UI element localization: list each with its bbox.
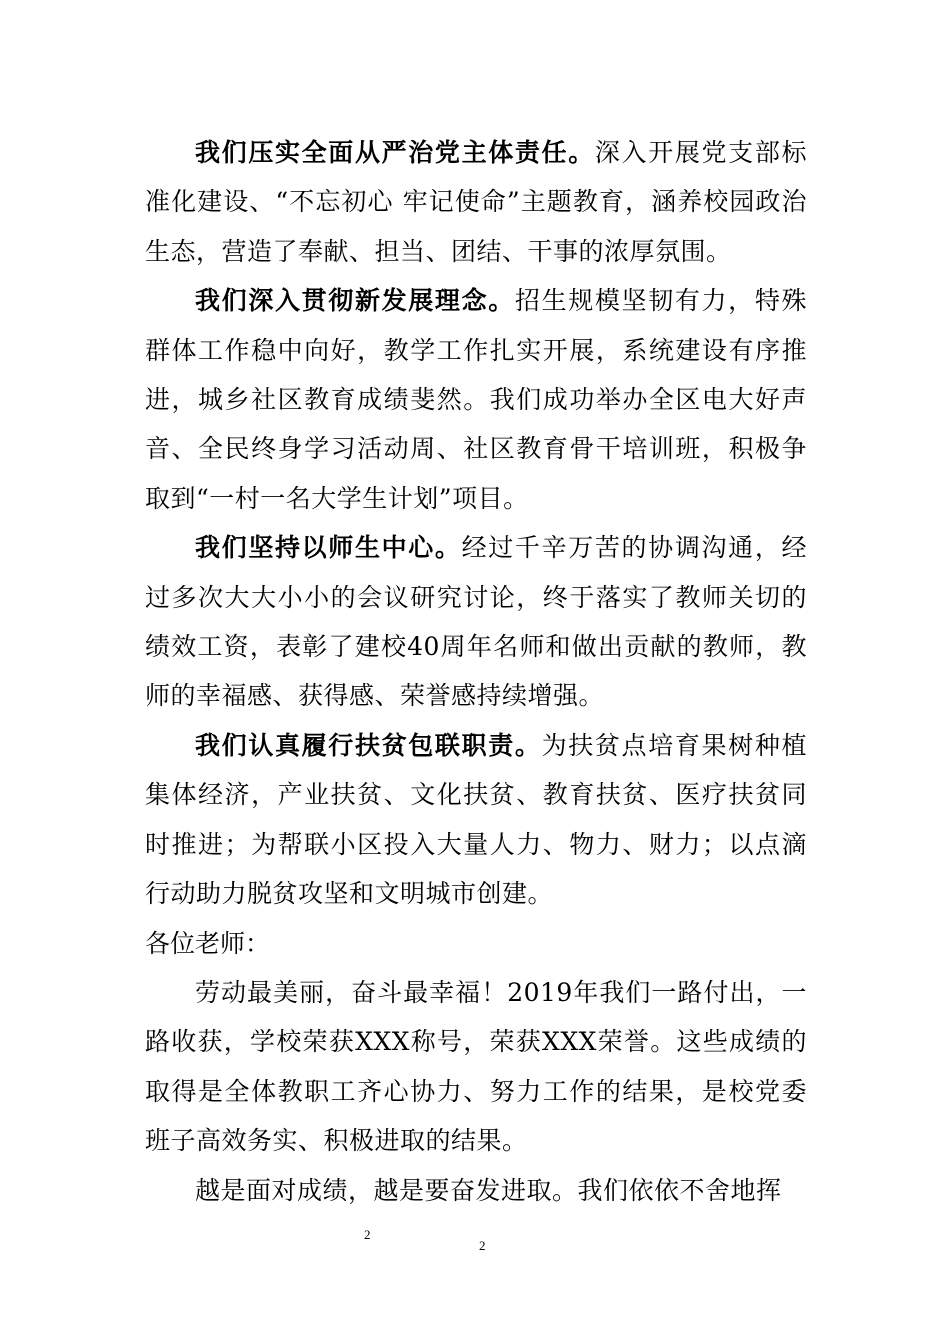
document-body [145,128,807,1215]
page-number-duplicate: 2 [364,1227,371,1242]
paragraph-development-concept [145,276,807,523]
salutation-heading: 各位老师： [145,928,271,958]
paragraph-achievements: 劳动最美丽，奋斗最幸福！2019年我们一路付出，一路收获，学校荣获XXX称号，荣获XXX荣誉。这些成绩的取得是全体教职工齐心协力、努力工作的结果，是校党委班子高效务实、积极进取的结果。 [145,977,807,1156]
page-number: 2 [479,1238,486,1253]
paragraph-lead: 越是面对成绩，越是要奋发进取。 [195,1175,578,1205]
paragraph-poverty-alleviation [145,721,807,919]
paragraph-lead: 我们深入贯彻新发展理念。 [195,286,515,316]
paragraph-body: 深入开展党支部标准化建设、“不忘初心 牢记使命”主题教育，涵养校园政治生态，营造了奉献、担当、团结、干事的浓厚氛围。 [145,138,807,266]
paragraph-body: 为扶贫点培育果树种植集体经济，产业扶贫、文化扶贫、教育扶贫、医疗扶贫同时推进；为帮联小区投入大量人力、物力、财力；以点滴行动助力脱贫攻坚和文明城市创建。 [145,730,807,909]
paragraph-body: 经过千辛万苦的协调沟通，经过多次大大小小的会议研究讨论，终于落实了教师关切的绩效工资，表彰了建校40周年名师和做出贡献的教师，教师的幸福感、获得感、荣誉感持续增强。 [145,533,807,711]
paragraph-lead: 我们认真履行扶贫包联职责。 [195,730,542,760]
paragraph-keep-striving [145,1166,807,1215]
paragraph-lead: 我们压实全面从严治党主体责任。 [195,138,595,167]
paragraph-body: 招生规模坚韧有力，特殊群体工作稳中向好，教学工作扎实开展，系统建设有序推进，城乡社区教育成绩斐然。我们成功举办全区电大好声音、全民终身学习活动周、社区教育骨干培训班，积极争取到“一村一名大学生计划”项目。 [145,286,807,513]
paragraph-teachers-students [145,523,807,721]
paragraph-party-responsibility [145,128,807,276]
paragraph-lead: 我们坚持以师生中心。 [195,533,462,563]
paragraph-body: 我们依依不舍地挥 [577,1175,782,1205]
